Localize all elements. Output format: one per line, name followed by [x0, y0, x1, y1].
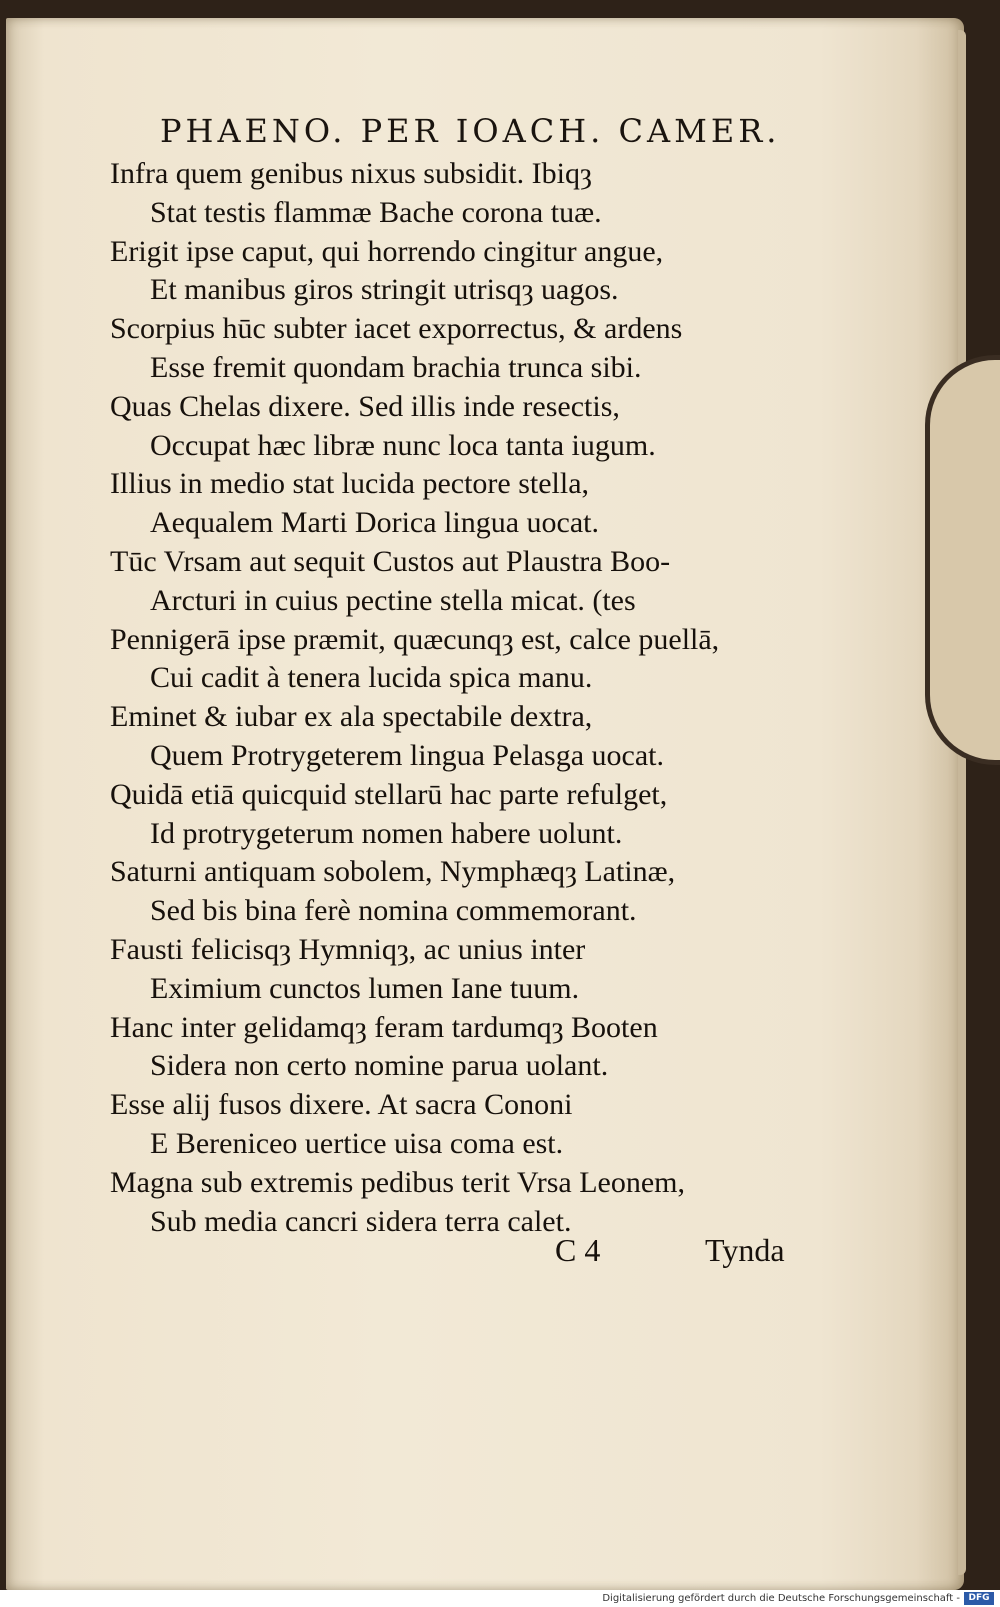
verse-line: Id protrygeterum nomen habere uolunt. — [150, 816, 623, 850]
verse-line: Quas Chelas dixere. Sed illis inde resectis, — [110, 389, 620, 423]
verse-text-block — [110, 155, 830, 1241]
verse-line: Hanc inter gelidamqȝ feram tardumqȝ Booten — [110, 1010, 658, 1044]
funding-credit: Digitalisierung gefördert durch die Deutsche Forschungsgemeinschaft - — [602, 1593, 960, 1604]
verse-line: Esse alij fusos dixere. At sacra Cononi — [110, 1088, 573, 1122]
verse-line: Pennigerā ipse præmit, quæcunqȝ est, calce puellā, — [110, 622, 720, 656]
verse-line: Scorpius hūc subter iacet exporrectus, & ardens — [110, 312, 683, 346]
verse-line: Stat testis flammæ Bache corona tuæ. — [150, 195, 602, 229]
verse-line: Et manibus giros stringit utrisqȝ uagos. — [150, 273, 619, 307]
verse-line: Saturni antiquam sobolem, Nymphæqȝ Latinæ, — [110, 855, 676, 889]
verse-line: Sub media cancri sidera terra calet. — [150, 1204, 572, 1238]
dfg-logo: DFG — [964, 1592, 994, 1605]
verse-line: Infra quem genibus nixus subsidit. Ibiqȝ — [110, 157, 592, 190]
verse-line: Fausti felicisqȝ Hymniqȝ, ac unius inter — [110, 932, 586, 966]
verse-line: Eminet & iubar ex ala spectabile dextra, — [110, 700, 593, 734]
verse-line: Occupat hæc libræ nunc loca tanta iugum. — [150, 428, 656, 462]
signature-mark: C 4 — [555, 1232, 601, 1268]
verse-line: Quem Protrygeterem lingua Pelasga uocat. — [150, 738, 665, 772]
verse-line: Illius in medio stat lucida pectore stella, — [110, 467, 590, 501]
verse-line: Aequalem Marti Dorica lingua uocat. — [150, 506, 600, 540]
verse-line: Magna sub extremis pedibus terit Vrsa Leonem, — [110, 1165, 686, 1199]
page-footer — [555, 1232, 815, 1272]
verse-line: Cui cadit à tenera lucida spica manu. — [150, 661, 593, 695]
verse-line: Esse fremit quondam brachia trunca sibi. — [150, 350, 642, 384]
verse-line: E Bereniceo uertice uisa coma est. — [150, 1126, 564, 1160]
catchword: Tynda — [705, 1232, 785, 1268]
verse-line: Sed bis bina ferè nomina commemorant. — [150, 894, 637, 928]
verse-line: Arcturi in cuius pectine stella micat. (tes — [150, 583, 636, 617]
running-header: PHAENO. PER IOACH. CAMER. — [160, 112, 781, 150]
credit-bar — [0, 1590, 1000, 1607]
verse-line: Quidā etiā quicquid stellarū hac parte refulget, — [110, 777, 668, 811]
page-clip-tab — [925, 355, 1000, 765]
verse-line: Eximium cunctos lumen Iane tuum. — [150, 971, 580, 1005]
verse-line: Erigit ipse caput, qui horrendo cingitur angue, — [110, 234, 664, 268]
page-edge — [958, 30, 966, 1575]
verse-line: Tūc Vrsam aut sequit Custos aut Plaustra Boo- — [110, 544, 671, 578]
verse-line: Sidera non certo nomine parua uolant. — [150, 1049, 609, 1083]
